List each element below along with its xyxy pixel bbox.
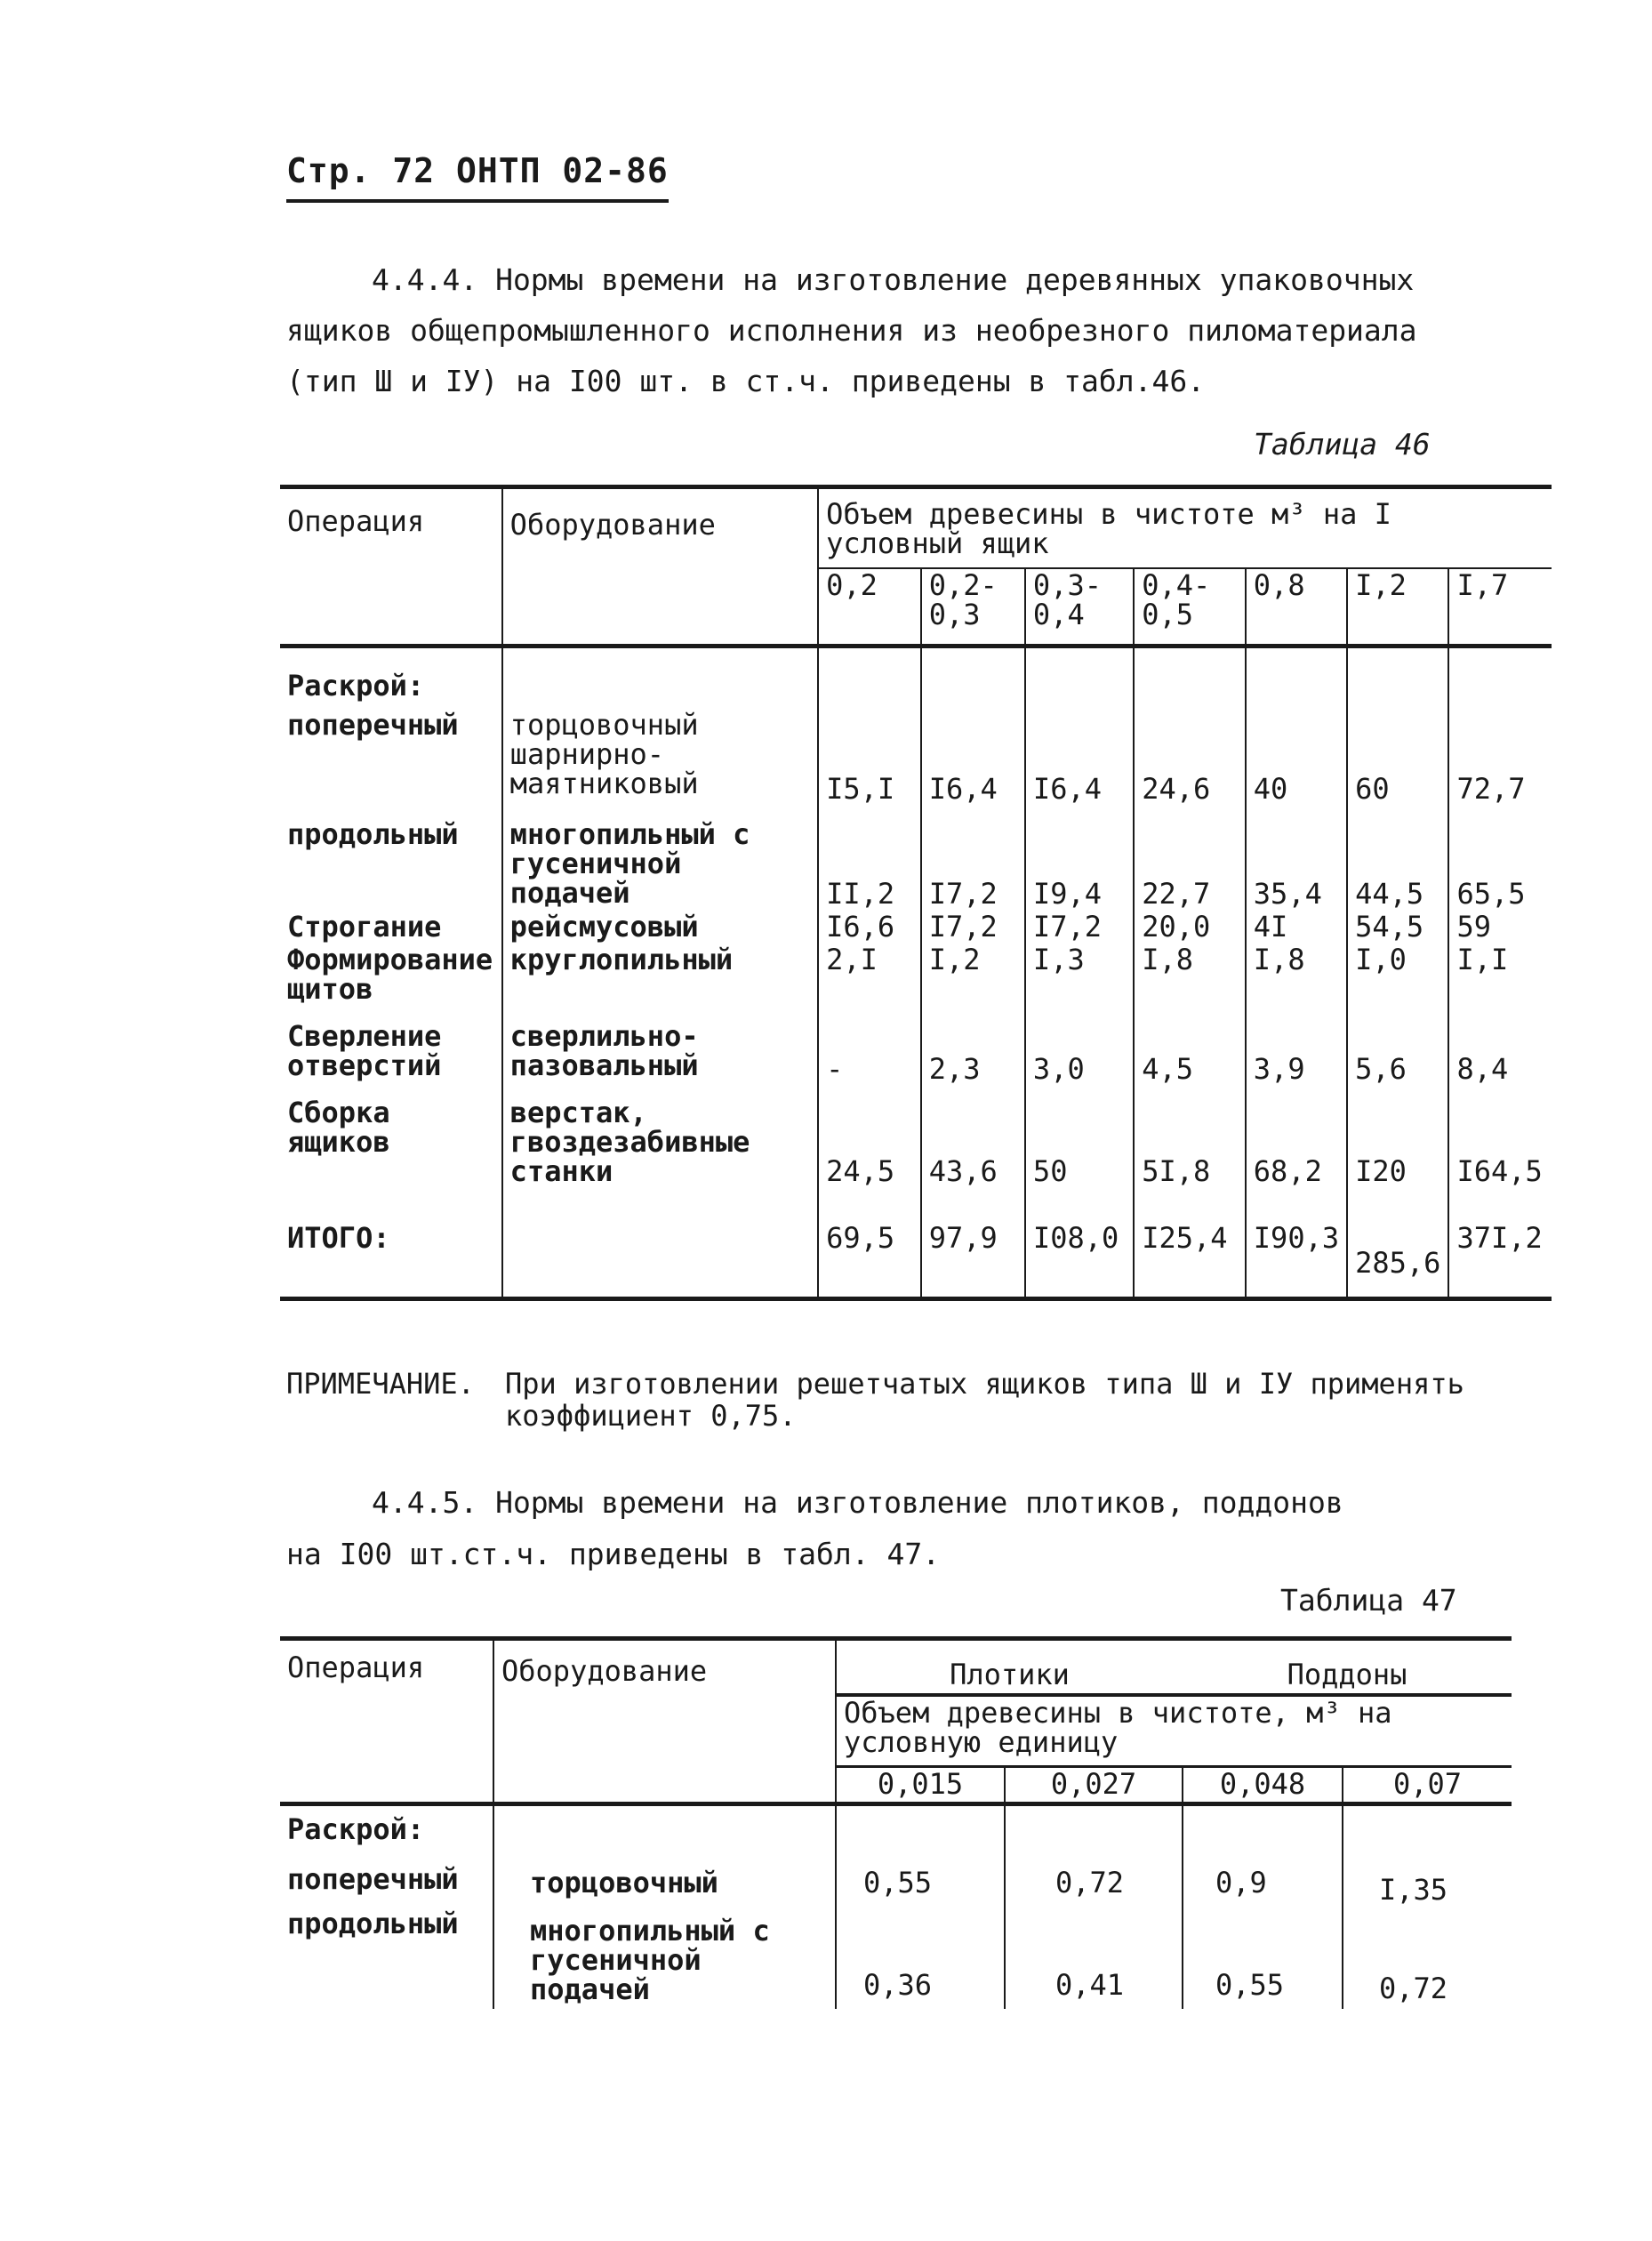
table-46-row-6-val-4: 4,5 [1134, 1009, 1246, 1086]
table-47-row-3-op: продольный [287, 1907, 459, 1940]
table-46-row-4-op: Строгание [287, 910, 442, 944]
table-row [280, 647, 1552, 710]
table-46-col-1: 0,2 [818, 568, 921, 647]
table-46-total-val-4: I25,4 [1134, 1188, 1246, 1299]
table-46-row-2-val-2: I6,4 [921, 709, 1025, 806]
table-46-col-6: I,2 [1347, 568, 1448, 647]
table-46-total-label: ИТОГО: [287, 1221, 390, 1255]
table-47-row-1-op: Раскрой: [287, 1812, 425, 1846]
table-46-row-7-val-3: 50 [1025, 1086, 1134, 1188]
table-46-row-5-val-2: I,2 [921, 944, 1025, 1009]
table-46-row-3-val-2: I7,2 [921, 806, 1025, 911]
table-46 [280, 485, 1552, 1301]
table-47-header-operation: Операция [280, 1639, 493, 1804]
table-47-row-3-equip: многопильный с гусеничной подачей [493, 1908, 836, 2009]
table-46-row-2-val-3: I6,4 [1025, 709, 1134, 806]
table-46-header-equipment: Оборудование [502, 487, 818, 647]
table-46-col-2: 0,2-0,3 [921, 568, 1025, 647]
table-46-row-5-val-6: I,0 [1347, 944, 1448, 1009]
table-46-row-2-op: поперечный [287, 708, 459, 742]
table-47-header-equipment: Оборудование [493, 1639, 836, 1804]
table-47-col-1: 0,015 [836, 1766, 1005, 1803]
table-46-row-7-val-7: I64,5 [1448, 1086, 1552, 1188]
table-46-row-5-equip: круглопильный [502, 944, 818, 1009]
table-46-row-6-op: Сверление отверстий [287, 1019, 442, 1082]
table-47 [280, 1636, 1512, 2009]
table-row [280, 1908, 1512, 2009]
table-46-total-val-3: I08,0 [1025, 1188, 1134, 1299]
table-46-row-7-equip: верстак, гвоздезабивные станки [502, 1086, 818, 1188]
table-46-row-4-val-3: I7,2 [1025, 911, 1134, 944]
table-46-row-4-val-7: 59 [1448, 911, 1552, 944]
table-47-row-2-equip: торцовочный [493, 1852, 836, 1908]
table-47-row-3-val-1: 0,36 [836, 1908, 1005, 2009]
table-46-row-4-val-5: 4I [1246, 911, 1347, 944]
table-row [280, 709, 1552, 806]
table-46-col-5: 0,8 [1246, 568, 1347, 647]
table-46-row-7-val-1: 24,5 [818, 1086, 921, 1188]
paragraph-4-4-4-line-2: ящиков общепромышленного исполнения из необрезного пиломатериала [286, 313, 1417, 348]
table-47-col-2: 0,027 [1005, 1766, 1183, 1803]
table-46-row-6-val-1: - [818, 1009, 921, 1086]
table-46-row-3-val-1: II,2 [818, 806, 921, 911]
table-47-header-volume: Объем древесины в чистоте, м³ на условную единицу [836, 1695, 1512, 1766]
table-row [280, 1188, 1552, 1299]
table-46-row-5-op: Формирование щитов [287, 943, 493, 1006]
table-46-row-4-val-4: 20,0 [1134, 911, 1246, 944]
table-47-col-3: 0,048 [1183, 1766, 1343, 1803]
table-46-row-6-val-3: 3,0 [1025, 1009, 1134, 1086]
table-47-row-3-val-3: 0,55 [1183, 1908, 1343, 2009]
table-46-row-3-val-6: 44,5 [1347, 806, 1448, 911]
table-46-col-7: I,7 [1448, 568, 1552, 647]
table-46-row-2-val-1: I5,I [818, 709, 921, 806]
table-47-header-plotiki: Плотики [836, 1639, 1183, 1696]
table-row [280, 1852, 1512, 1908]
table-row [280, 944, 1552, 1009]
table-46-row-6-val-6: 5,6 [1347, 1009, 1448, 1086]
page-header: Стр. 72 ОНТП 02-86 [286, 151, 669, 203]
table-46-row-6-val-2: 2,3 [921, 1009, 1025, 1086]
table-row [280, 806, 1552, 911]
table-46-col-4: 0,4-0,5 [1134, 568, 1246, 647]
table-row [280, 911, 1552, 944]
table-row [280, 1009, 1552, 1086]
table-46-row-7-val-4: 5I,8 [1134, 1086, 1246, 1188]
table-47-row-2-val-3: 0,9 [1183, 1852, 1343, 1908]
table-46-row-5-val-1: 2,I [818, 944, 921, 1009]
table-46-row-3-val-4: 22,7 [1134, 806, 1246, 911]
table-47-col-4: 0,07 [1343, 1766, 1512, 1803]
table-46-row-3-val-3: I9,4 [1025, 806, 1134, 911]
table-46-row-1-op: Раскрой: [287, 669, 425, 703]
paragraph-4-4-5-line-2: на I00 шт.ст.ч. приведены в табл. 47. [286, 1537, 941, 1571]
table-46-row-7-val-6: I20 [1347, 1086, 1448, 1188]
table-47-caption: Таблица 47 [1280, 1583, 1457, 1618]
table-46-row-6-val-5: 3,9 [1246, 1009, 1347, 1086]
table-row [280, 1804, 1512, 1853]
table-46-row-7-val-5: 68,2 [1246, 1086, 1347, 1188]
note-text-line-2: коэффициент 0,75. [505, 1399, 797, 1433]
table-46-col-3: 0,3-0,4 [1025, 568, 1134, 647]
table-46-row-3-val-7: 65,5 [1448, 806, 1552, 911]
paragraph-4-4-4-line-1: 4.4.4. Нормы времени на изготовление деревянных упаковочных [372, 262, 1415, 297]
table-46-header-operation: Операция [280, 487, 502, 647]
table-row [280, 1086, 1552, 1188]
table-46-row-2-val-5: 40 [1246, 709, 1347, 806]
table-47-row-2-val-4: I,35 [1343, 1852, 1512, 1908]
table-46-row-6-val-7: 8,4 [1448, 1009, 1552, 1086]
note-text-line-1: При изготовлении решетчатых ящиков типа Ш и IУ применять [505, 1367, 1464, 1401]
table-46-row-2-val-4: 24,6 [1134, 709, 1246, 806]
table-46-row-7-op: Сборка ящиков [287, 1096, 390, 1159]
table-46-total-val-6: 285,6 [1347, 1188, 1448, 1299]
note-label: ПРИМЕЧАНИЕ. [286, 1367, 475, 1401]
table-47-row-2-val-1: 0,55 [836, 1852, 1005, 1908]
table-46-row-4-val-6: 54,5 [1347, 911, 1448, 944]
table-46-row-4-val-1: I6,6 [818, 911, 921, 944]
table-46-row-4-equip: рейсмусовый [502, 911, 818, 944]
table-46-row-2-val-6: 60 [1347, 709, 1448, 806]
table-46-row-3-op: продольный [287, 817, 459, 851]
table-46-row-5-val-5: I,8 [1246, 944, 1347, 1009]
table-46-row-3-equip: многопильный с гусеничной подачей [502, 806, 818, 911]
table-47-row-3-val-4: 0,72 [1343, 1908, 1512, 2009]
table-46-total-val-1: 69,5 [818, 1188, 921, 1299]
table-46-total-val-7: 37I,2 [1448, 1188, 1552, 1299]
table-46-row-5-val-3: I,3 [1025, 944, 1134, 1009]
paragraph-4-4-4-line-3: (тип Ш и IУ) на I00 шт. в ст.ч. приведены в табл.46. [286, 364, 1206, 398]
paragraph-4-4-5-line-1: 4.4.5. Нормы времени на изготовление плотиков, поддонов [372, 1485, 1343, 1520]
table-46-row-5-val-4: I,8 [1134, 944, 1246, 1009]
table-46-caption: Таблица 46 [1254, 427, 1431, 462]
table-46-row-7-val-2: 43,6 [921, 1086, 1025, 1188]
table-47-header-poddony: Поддоны [1287, 1658, 1407, 1691]
table-46-row-3-val-5: 35,4 [1246, 806, 1347, 911]
table-46-header-volume: Объем древесины в чистоте м³ на I условный ящик [818, 487, 1552, 569]
table-46-row-5-val-7: I,I [1448, 944, 1552, 1009]
table-46-row-4-val-2: I7,2 [921, 911, 1025, 944]
table-47-row-3-val-2: 0,41 [1005, 1908, 1183, 2009]
table-46-total-val-5: I90,3 [1246, 1188, 1347, 1299]
table-47-row-2-val-2: 0,72 [1005, 1852, 1183, 1908]
table-47-row-2-op: поперечный [287, 1862, 459, 1896]
table-46-row-2-equip: торцовочный шарнирно-маятниковый [502, 709, 818, 806]
table-46-row-6-equip: сверлильно-пазовальный [502, 1009, 818, 1086]
table-46-row-2-val-7: 72,7 [1448, 709, 1552, 806]
table-46-total-val-2: 97,9 [921, 1188, 1025, 1299]
